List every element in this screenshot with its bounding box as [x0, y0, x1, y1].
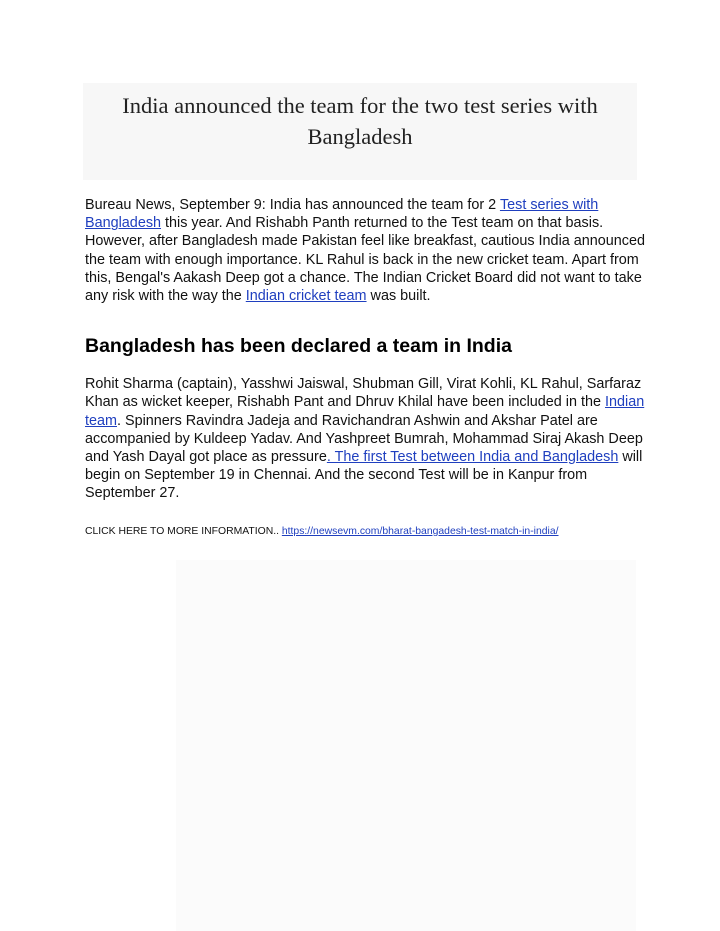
intro-text-2: this year. And Rishabh Panth returned to the Test team on that basis. However, after Bangladesh made Pakistan feel like breakfast, cautious India announced the team with enough importance. KL Rahul is back in the new cricket team. Apart from this, Bengal's Aakash Deep got a chance. The Indian Cricket Board did not want to take any risk with the way the — [85, 215, 645, 305]
intro-text-1: Bureau News, September 9: India has announced the team for 2 — [85, 197, 500, 213]
first-test-link[interactable]: . The first Test between India and Bangladesh — [326, 449, 619, 466]
more-info-line — [85, 525, 645, 539]
indian-cricket-team-link[interactable]: Indian cricket team — [245, 288, 367, 305]
indian-team-link[interactable]: Indian team — [85, 394, 645, 429]
team-text-2: . Spinners Ravindra Jadeja and Ravichandran Ashwin and Akshar Patel are accompanied by Kuldeep Yadav. And Yashpreet Bumrah, Mohammad Siraj Akash Deep and Yash Dayal got place as pressure — [85, 412, 643, 466]
test-series-link[interactable]: Test series with Bangladesh — [85, 197, 599, 232]
article-content — [85, 196, 645, 539]
team-text-3: will begin on September 19 in Chennai. And the second Test will be in Kanpur from September 27. — [85, 449, 643, 502]
section-heading: Bangladesh has been declared a team in India — [85, 335, 512, 358]
more-info-url-link[interactable]: https://newsevm.com/bharat-bangadesh-test-match-in-india/ — [281, 525, 559, 537]
page-title: India announced the team for the two test series with Bangladesh — [122, 93, 598, 149]
team-paragraph — [85, 375, 645, 502]
title-box — [83, 83, 637, 180]
more-info-label: CLICK HERE TO MORE INFORMATION.. — [85, 525, 282, 537]
intro-paragraph — [85, 196, 645, 305]
team-text-1: Rohit Sharma (captain), Yasshwi Jaiswal, Shubman Gill, Virat Kohli, KL Rahul, Sarfaraz Khan as wicket keeper, Rishabh Pant and Dhruv Khilal have been included in the — [85, 376, 642, 411]
intro-text-3: was built. — [366, 288, 431, 305]
background-panel — [176, 560, 636, 931]
